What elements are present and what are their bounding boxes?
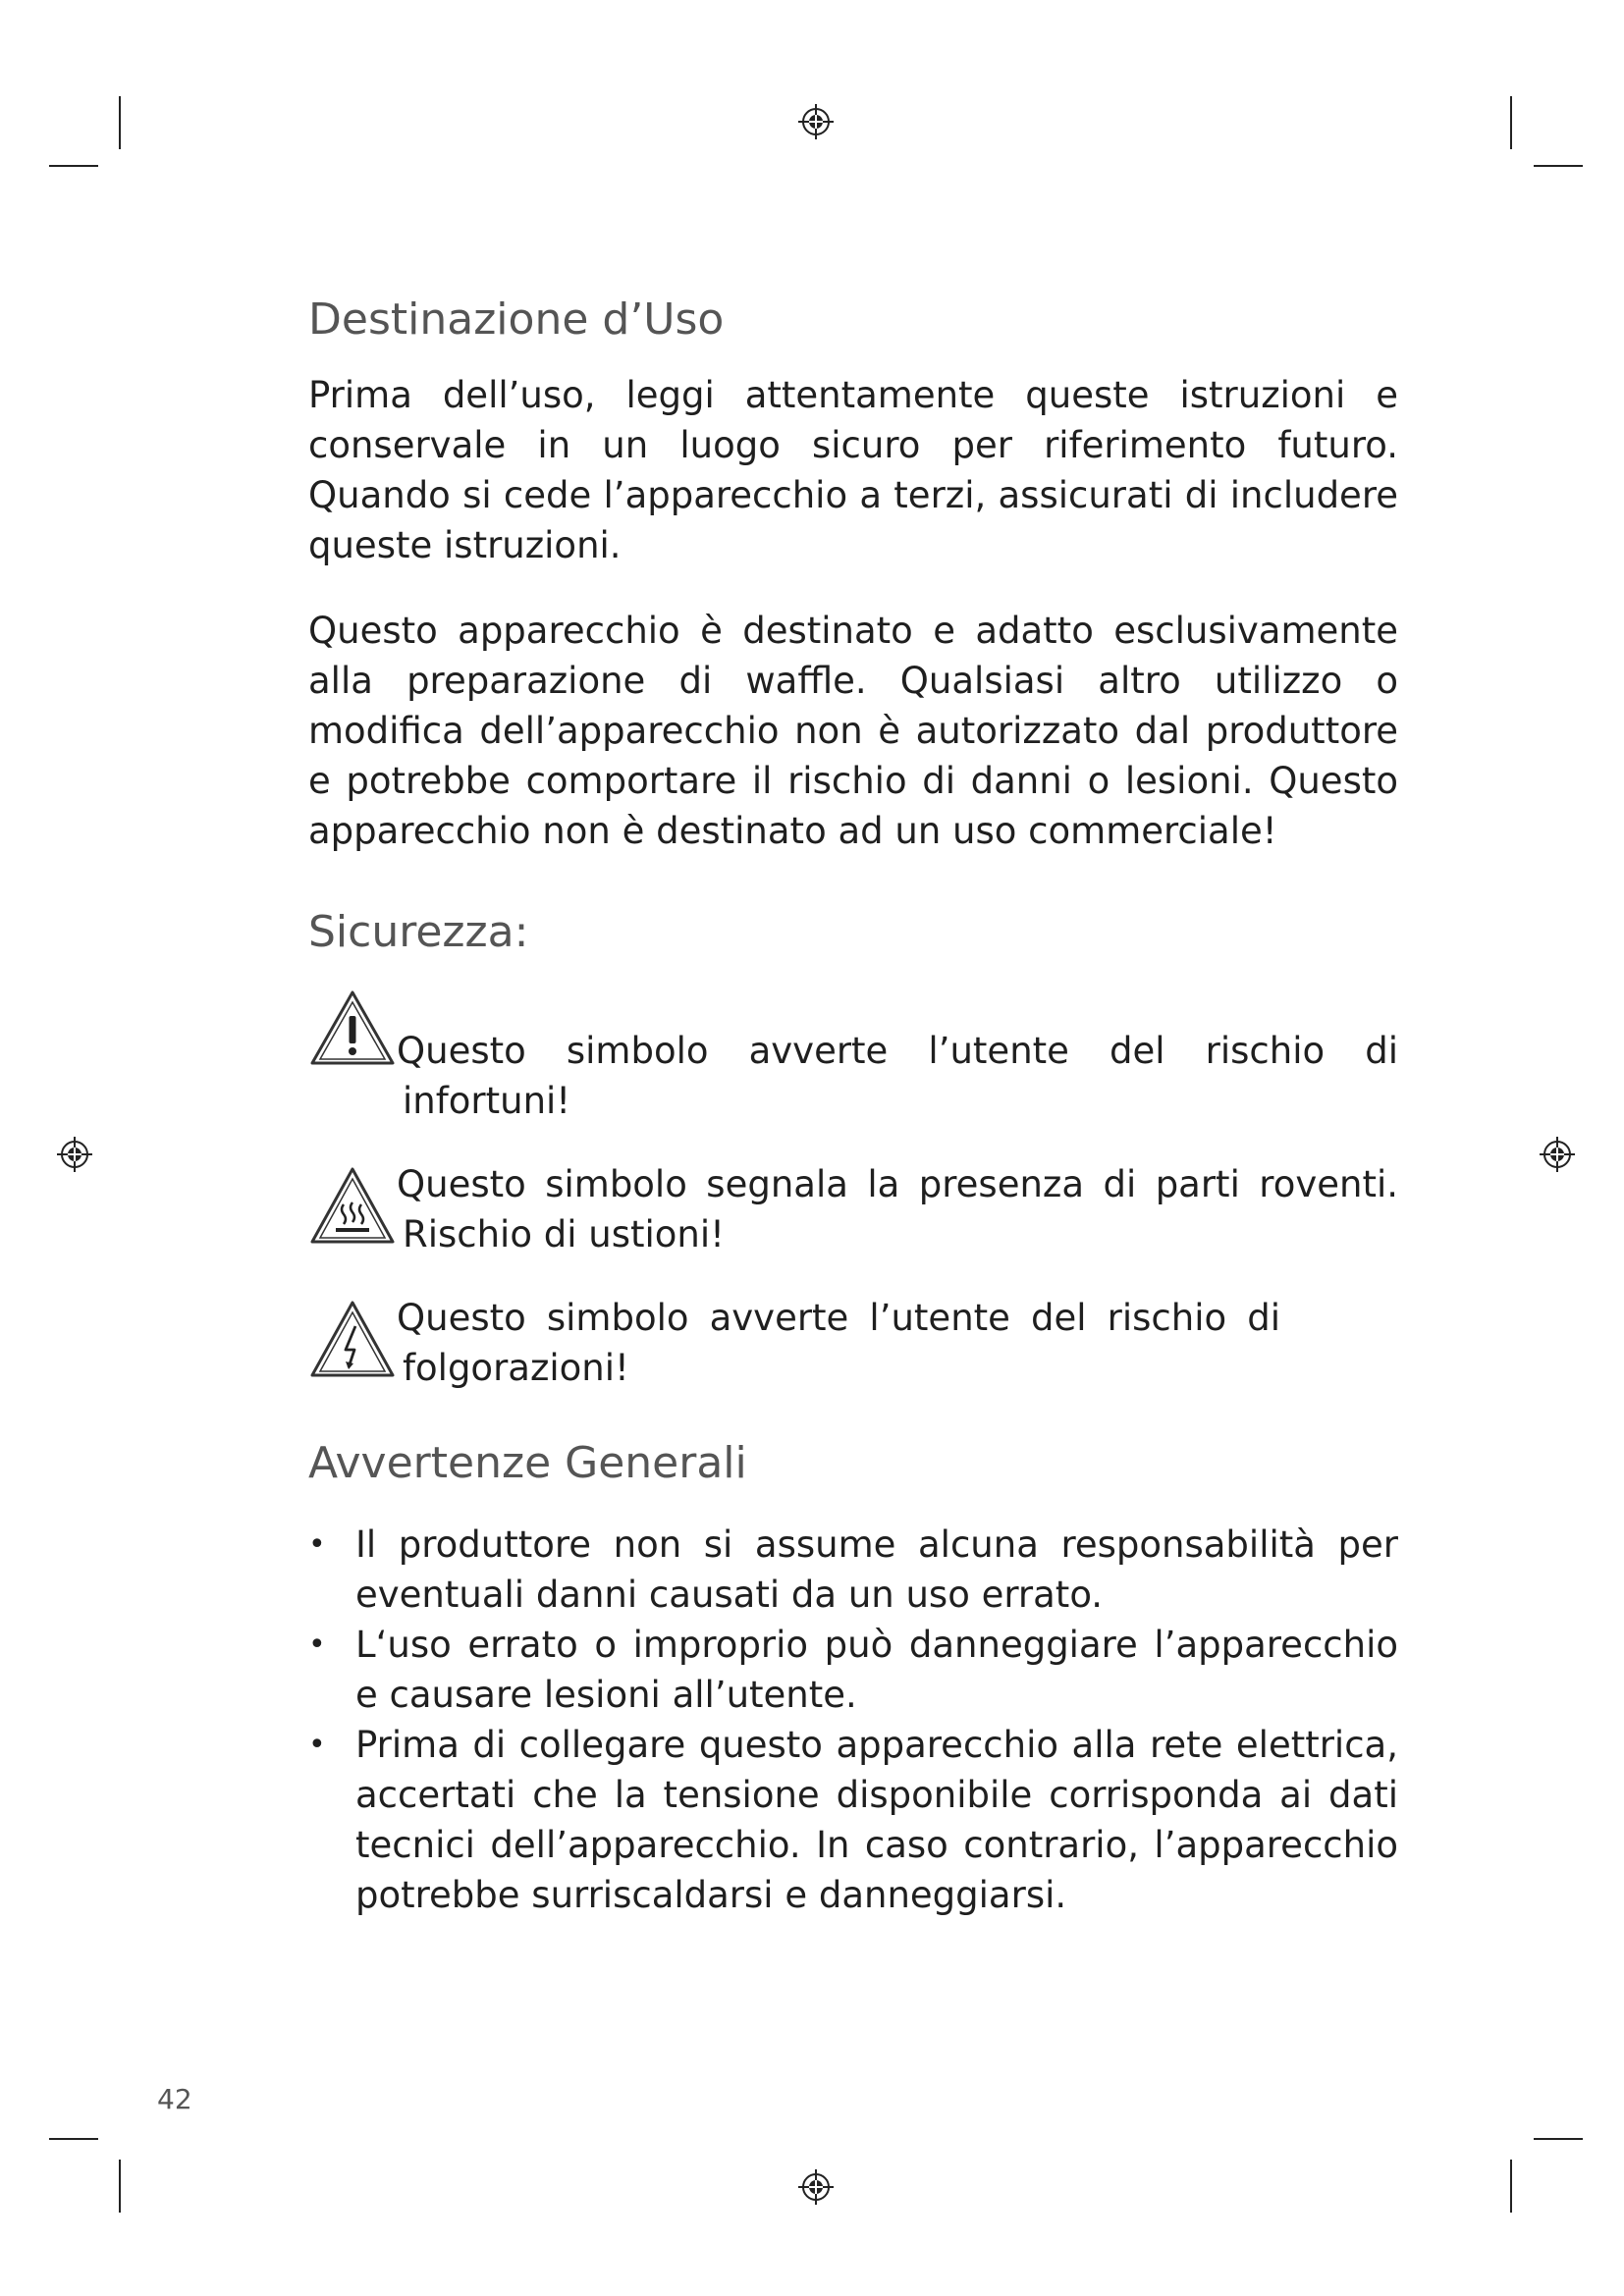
crop-mark [119,2160,121,2213]
safety-symbol-row [308,988,1398,1126]
list-item [308,1620,1398,1720]
safety-symbol-row [308,1159,1398,1259]
list-item [308,1520,1398,1620]
intended-use-heading: Destinazione d’Uso [308,294,725,345]
registration-mark-icon [55,1135,94,1174]
safety-heading: Sicurezza: [308,907,529,957]
bullet: • [308,1728,326,1762]
registration-mark-icon [796,102,836,141]
crop-mark [49,2138,98,2140]
bullet: • [308,1628,326,1662]
intended-use-paragraph: Questo apparecchio è destinato e adatto esclusivamente alla preparazione di waffle. Qualsiasi altro utilizzo o modifica dell’apparecchio non è autorizzato dal produttore e potrebbe comportare il rischio di danni o lesioni. Questo apparecchio non è destinato ad un uso commerciale! [308,610,1398,852]
warning-triangle-icon [308,988,397,1067]
electric-shock-icon [308,1299,397,1381]
bullet: • [308,1527,326,1562]
safety-symbol-text: Questo simbolo avverte l’utente del rischio di folgorazioni! [397,1297,1280,1389]
crop-mark [1510,2160,1512,2213]
hot-surface-icon [308,1165,397,1248]
safety-symbol-row [308,1293,1398,1393]
crop-mark [1534,2138,1583,2140]
crop-mark [1534,165,1583,167]
list-item-text: Il produttore non si assume alcuna responsabilità per eventuali danni causati da un uso errato. [355,1523,1398,1616]
safety-symbol-text: Questo simbolo segnala la presenza di parti roventi. Rischio di ustioni! [397,1163,1398,1255]
list-item [308,1720,1398,1920]
intended-use-paragraph: Prima dell’uso, leggi attentamente queste istruzioni e conservale in un luogo sicuro per riferimento futuro. Quando si cede l’apparecchio a terzi, assicurati di includere queste istruzioni. [308,374,1398,566]
general-warnings-heading: Avvertenze Generali [308,1438,747,1488]
list-item-text: L‘uso errato o improprio può danneggiare l’apparecchio e causare lesioni all’utente. [355,1624,1398,1716]
general-warnings-list [308,1520,1398,1920]
list-item-text: Prima di collegare questo apparecchio alla rete elettrica, accertati che la tensione disponibile corrisponda ai dati tecnici dell’apparecchio. In caso contrario, l’apparecchio potrebbe surriscaldarsi e danneggiarsi. [355,1724,1398,1916]
page-number: 42 [157,2083,192,2115]
safety-symbol-text: Questo simbolo avverte l’utente del rischio di infortuni! [397,1030,1398,1122]
registration-mark-icon [796,2167,836,2207]
page-content [308,294,1398,1920]
crop-mark [119,96,121,149]
crop-mark [1510,96,1512,149]
crop-mark [49,165,98,167]
registration-mark-icon [1538,1135,1577,1174]
